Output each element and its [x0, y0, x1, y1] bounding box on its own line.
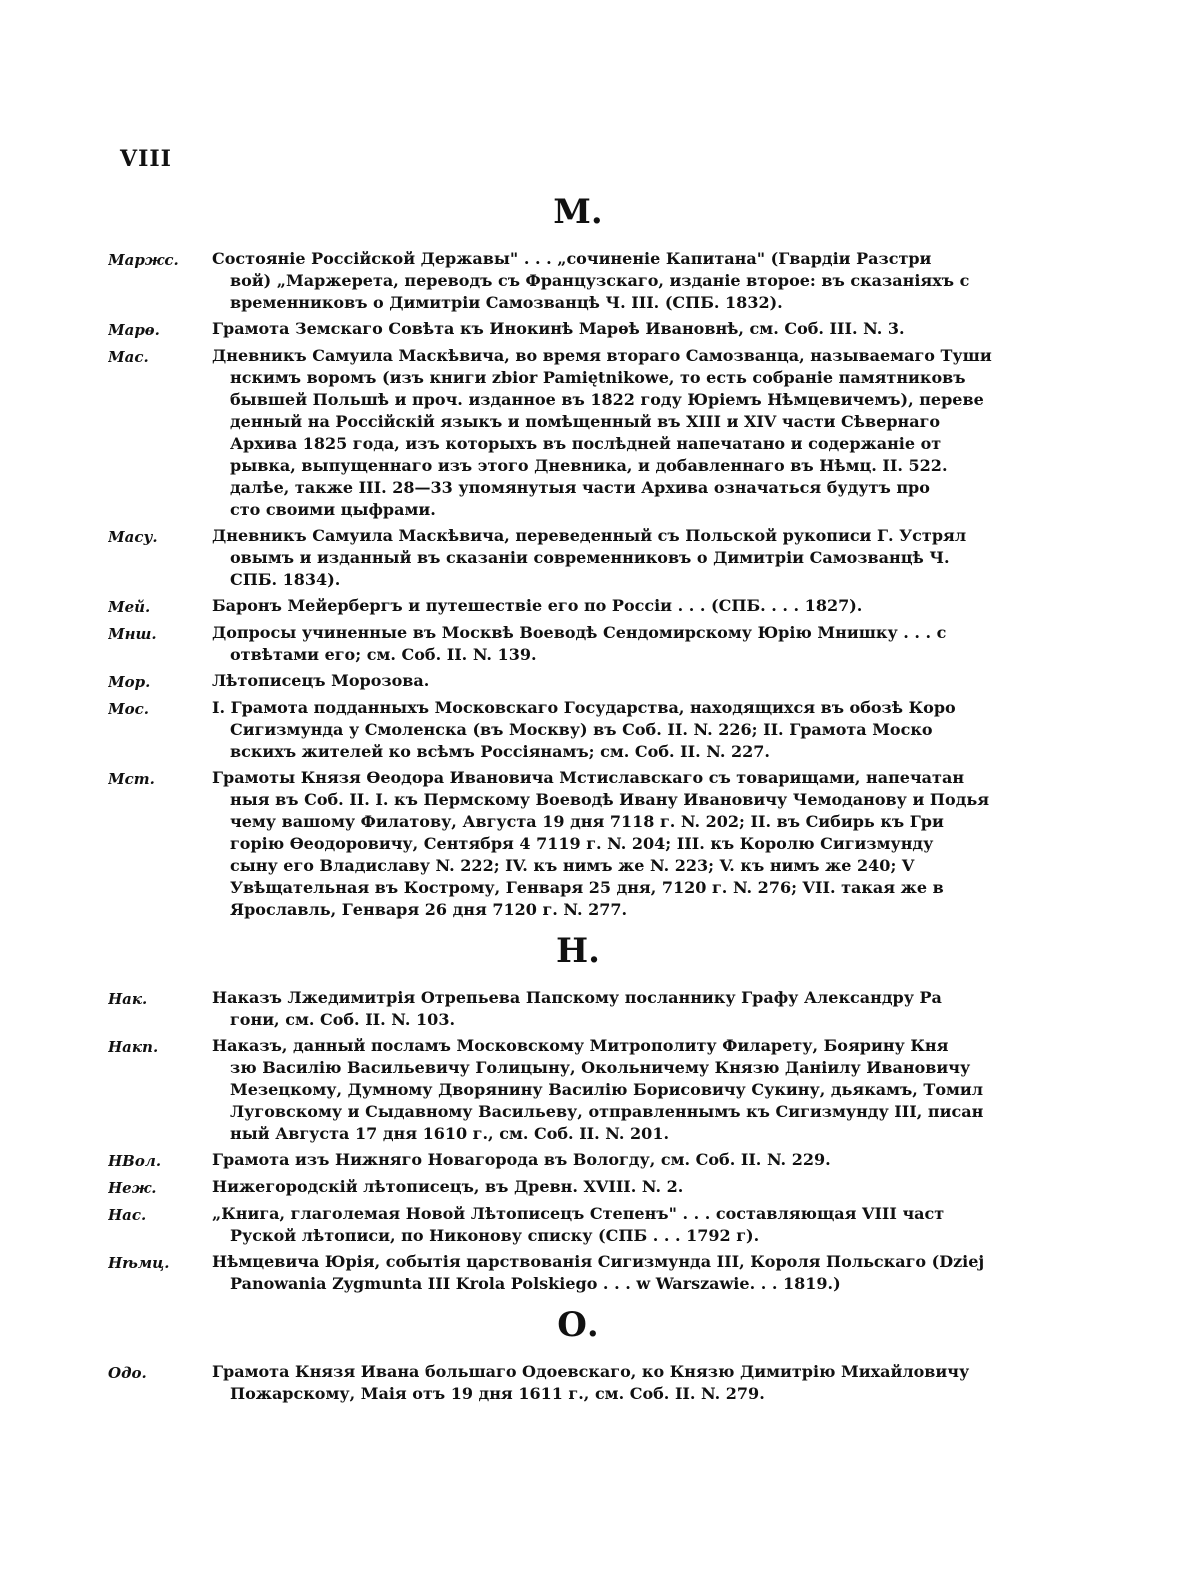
- bibliography-entry: [108, 1251, 1048, 1295]
- entry-text: [212, 1149, 1048, 1171]
- bibliography-entry: [108, 1176, 1048, 1199]
- entry-line: временниковъ о Димитріи Самозванцѣ Ч. III. (СПБ. 1832).: [230, 293, 783, 312]
- bibliography-entry: [108, 767, 1048, 921]
- entry-line: Мезецкому, Думному Дворянину Василію Борисовичу Сукину, дьякамъ, Томил: [230, 1080, 984, 1099]
- entry-line: сыну его Владиславу N. 222; IV. къ нимъ же N. 223; V. къ нимъ же 240; V: [230, 856, 915, 875]
- entry-line: Наказъ, данный посламъ Московскому Митрополиту Филарету, Боярину Кня: [212, 1036, 949, 1055]
- entry-text: [212, 595, 1048, 617]
- bibliography-entry: [108, 622, 1048, 666]
- entry-text: [212, 1361, 1048, 1405]
- bibliography-entry: [108, 1035, 1048, 1145]
- entry-line: гони, см. Соб. II. N. 103.: [230, 1010, 456, 1029]
- entry-abbreviation: Мей.: [108, 598, 151, 616]
- entry-line: Пожарскому, Маія отъ 19 дня 1611 г., см. Соб. II. N. 279.: [230, 1384, 765, 1403]
- entry-text: [212, 697, 1048, 763]
- entry-text: [212, 1251, 1048, 1295]
- bibliography-entry: [108, 697, 1048, 763]
- entry-line: горію Ѳеодоровичу, Сентября 4 7119 г. N. 204; III. къ Королю Сигизмунду: [230, 834, 934, 853]
- entry-line: Нижегородскій лѣтописецъ, въ Древн. XVIII. N. 2.: [212, 1177, 684, 1196]
- section: [108, 1303, 1048, 1405]
- section-heading: Н.: [556, 931, 600, 971]
- entry-text: [212, 987, 1048, 1031]
- entry-line: вскихъ жителей ко всѣмъ Россіянамъ; см. Соб. II. N. 227.: [230, 742, 770, 761]
- entry-line: Дневникъ Самуила Маскѣвича, во время втораго Самозванца, называемаго Туши: [212, 346, 992, 365]
- entry-line: бывшей Польшѣ и проч. изданное въ 1822 году Юріемъ Нѣмцевичемъ), переве: [230, 390, 984, 409]
- entry-abbreviation: Накп.: [108, 1038, 159, 1056]
- entry-abbreviation: Мст.: [108, 770, 155, 788]
- entry-line: Лѣтописецъ Морозова.: [212, 671, 430, 690]
- entry-line: I. Грамота подданныхъ Московскаго Государства, находящихся въ обозѣ Коро: [212, 698, 956, 717]
- bibliography-entry: [108, 1203, 1048, 1247]
- entry-line: далѣе, также III. 28—33 упомянутыя части Архива означаться будутъ про: [230, 478, 930, 497]
- entry-abbreviation: Марѳ.: [108, 321, 160, 339]
- entry-text: [212, 622, 1048, 666]
- bibliography-entry: [108, 525, 1048, 591]
- bibliography-entry: [108, 248, 1048, 314]
- section-heading: М.: [553, 192, 603, 232]
- entry-abbreviation: Мас.: [108, 348, 149, 366]
- bibliography-entry: [108, 1149, 1048, 1172]
- entry-abbreviation: Неж.: [108, 1179, 157, 1197]
- entry-text: [212, 248, 1048, 314]
- entry-text: [212, 318, 1048, 340]
- entry-line: Panowania Zygmunta III Krola Polskiego . . . w Warszawie. . . 1819.): [230, 1274, 841, 1293]
- entry-line: „Книга, глаголемая Новой Лѣтописецъ Степенъ" . . . составляющая VIII част: [212, 1204, 945, 1223]
- entry-text: [212, 345, 1048, 521]
- entry-text: [212, 1176, 1048, 1198]
- entry-text: [212, 1035, 1048, 1145]
- entry-line: денный на Россійскій языкъ и помѣщенный въ XIII и XIV части Сѣвернаго: [230, 412, 941, 431]
- entry-line: чему вашому Филатову, Августа 19 дня 7118 г. N. 202; II. въ Сибирь къ Гри: [230, 812, 944, 831]
- section-heading: О.: [557, 1305, 599, 1345]
- entry-text: [212, 525, 1048, 591]
- entry-line: Увѣщательная въ Кострому, Генваря 25 дня, 7120 г. N. 276; VII. такая же в: [230, 878, 944, 897]
- bibliography-entry: [108, 987, 1048, 1031]
- entry-abbreviation: Мор.: [108, 673, 151, 691]
- entry-abbreviation: Нак.: [108, 990, 148, 1008]
- entry-abbreviation: Мос.: [108, 700, 149, 718]
- bibliography-entry: [108, 670, 1048, 693]
- entry-line: Состояніе Россійской Державы" . . . „сочиненіе Капитана" (Гвардіи Разстри: [212, 249, 932, 268]
- entry-line: Руской лѣтописи, по Никонову списку (СПБ . . . 1792 г).: [230, 1226, 760, 1245]
- entry-line: Наказъ Лжедимитрія Отрепьева Папскому посланнику Графу Александру Ра: [212, 988, 942, 1007]
- entry-line: ныя въ Соб. II. I. къ Пермскому Воеводѣ Ивану Ивановичу Чемоданову и Подья: [230, 790, 990, 809]
- entry-line: Грамоты Князя Ѳеодора Ивановича Мстиславскаго съ товарищами, напечатан: [212, 768, 965, 787]
- entry-line: овымъ и изданный въ сказаніи современниковъ о Димитріи Самозванцѣ Ч.: [230, 548, 950, 567]
- entry-line: Ярославль, Генваря 26 дня 7120 г. N. 277.: [230, 900, 628, 919]
- entry-line: Дневникъ Самуила Маскѣвича, переведенный съ Польской рукописи Г. Устрял: [212, 526, 967, 545]
- entry-line: нскимъ воромъ (изъ книги zbior Pamiętnikowe, то есть собраніе памятниковъ: [230, 368, 966, 387]
- entry-abbreviation: Нѣмц.: [108, 1254, 170, 1272]
- entry-text: [212, 1203, 1048, 1247]
- section: [108, 929, 1048, 1295]
- entry-text: [212, 670, 1048, 692]
- entry-line: Грамота Земскаго Совѣта къ Инокинѣ Марѳѣ Ивановнѣ, см. Соб. III. N. 3.: [212, 319, 905, 338]
- entry-line: Грамота изъ Нижняго Новагорода въ Вологду, см. Соб. II. N. 229.: [212, 1150, 831, 1169]
- entry-abbreviation: НВол.: [108, 1152, 162, 1170]
- entry-line: сто своими цыфрами.: [230, 500, 436, 519]
- entry-abbreviation: Маржс.: [108, 251, 179, 269]
- entry-line: Допросы учиненные въ Москвѣ Воеводѣ Сендомирскому Юрію Мнишку . . . с: [212, 623, 947, 642]
- section: [108, 190, 1048, 921]
- page-number: VIII: [120, 146, 172, 172]
- entry-line: Луговскому и Сыдавному Васильеву, отправленнымъ къ Сигизмунду III, писан: [230, 1102, 984, 1121]
- bibliography-entry: [108, 318, 1048, 341]
- entry-line: СПБ. 1834).: [230, 570, 341, 589]
- bibliography-entry: [108, 1361, 1048, 1405]
- entry-line: Архива 1825 года, изъ которыхъ въ послѣдней напечатано и содержаніе от: [230, 434, 942, 453]
- bibliography-entry: [108, 345, 1048, 521]
- entry-line: рывка, выпущеннаго изъ этого Дневника, и добавленнаго въ Нѣмц. II. 522.: [230, 456, 948, 475]
- entry-line: ный Августа 17 дня 1610 г., см. Соб. II. N. 201.: [230, 1124, 670, 1143]
- entry-line: Баронъ Мейербергъ и путешествіе его по Россіи . . . (СПБ. . . . 1827).: [212, 596, 863, 615]
- entry-abbreviation: Нас.: [108, 1206, 147, 1224]
- entry-line: Сигизмунда у Смоленска (въ Москву) въ Соб. II. N. 226; II. Грамота Моско: [230, 720, 933, 739]
- entry-line: отвѣтами его; см. Соб. II. N. 139.: [230, 645, 537, 664]
- entry-line: вой) „Маржерета, переводъ съ Французскаго, изданіе второе: въ сказаніяхъ с: [230, 271, 970, 290]
- bibliography-entry: [108, 595, 1048, 618]
- document-body: [108, 190, 1048, 1413]
- entry-line: Нѣмцевича Юрія, событія царствованія Сигизмунда III, Короля Польскаго (Dziej: [212, 1252, 985, 1271]
- entry-line: зю Василію Васильевичу Голицыну, Окольничему Князю Даніилу Ивановичу: [230, 1058, 971, 1077]
- entry-text: [212, 767, 1048, 921]
- entry-abbreviation: Масу.: [108, 528, 158, 546]
- entry-abbreviation: Одо.: [108, 1364, 147, 1382]
- entry-abbreviation: Мнш.: [108, 625, 157, 643]
- entry-line: Грамота Князя Ивана большаго Одоевскаго, ко Князю Димитрію Михайловичу: [212, 1362, 970, 1381]
